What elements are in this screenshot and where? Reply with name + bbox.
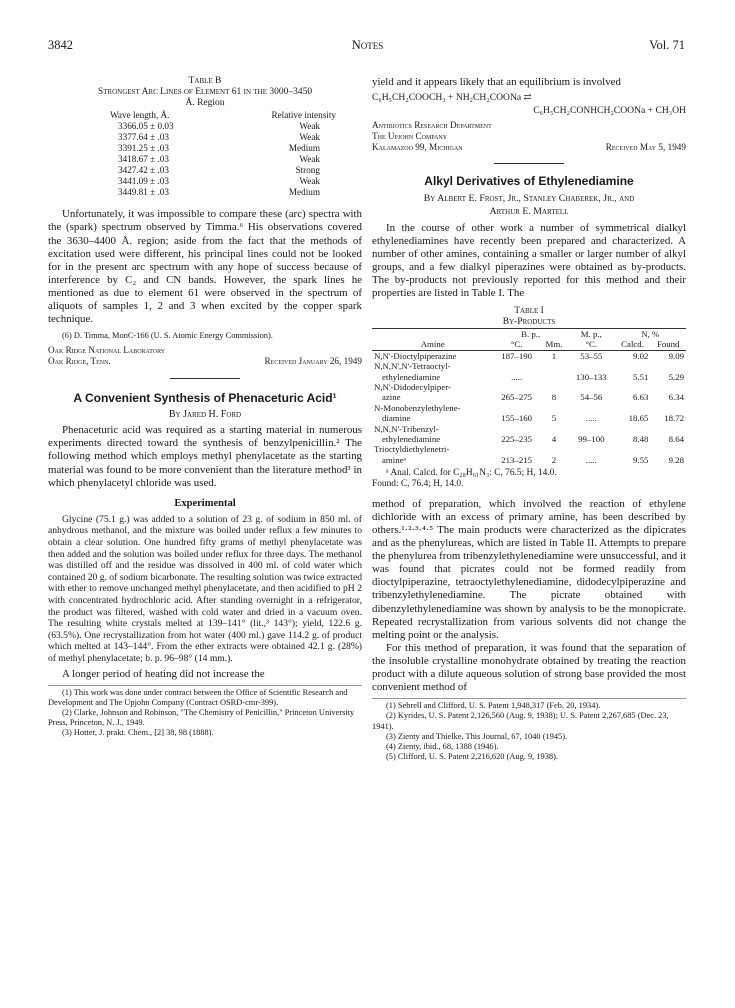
table-i-row-cont [372,413,686,423]
paragraph-separation: For this method of preparation, it was found that the separation of the insoluble crystalline monohydrate obtained by treating the reaction product with a dilute aqueous solution of strong base provided the most convenient method of [372,641,686,694]
intensity-cell: Weak [299,154,320,165]
table-i: B. p., M. p., N, % Amine °C. Mm. °C. Calcd. Found N,N'-Dioctylpiperazine 187–190 1 53–55 9.02 9.09 N,N,N',N'-Tetraoctyl- ethylenediamine ..... 130–133 5.51 5.29 N,N'-Didodecylpiper- azine 265–275 8 54–56 6.63 6.34 N-Monobenzylethylene- diamine 155–160 5 ..... 18.65 18.72 N,N,N'-Tribenzyl- ethylenediamine 225–235 4 99–100 8.48 8.64 Trioctyldiethylenetri- amineᵃ 213–215 2 ..... 9.55 9.28 [374,328,684,465]
table-i-row-cont [372,372,686,382]
intensity-cell: Weak [299,132,320,143]
footnote-2: (2) Kyrides, U. S. Patent 2,126,560 (Aug. 9, 1938); U. S. Patent 2,267,685 (Dec. 23, 1941). [372,711,669,731]
table-b [108,110,338,198]
table-i-row-cont [372,392,686,402]
calcd-cell: 5.51 [633,371,649,382]
article-author: By Jared H. Ford [168,409,242,421]
amine-cell-cont: ethylenediamine [382,433,441,444]
bp-cell: ..... [511,371,523,382]
mp-cell: 130–133 [575,371,607,382]
received-date: Received May 5, 1949 [605,141,686,152]
paragraph-intro: Phenaceturic acid was required as a starting material in numerous experiments directed toward the synthesis of benzylpenicillin.² The following method which employs methyl phenylacetate as the starting material was found to be more convenient than the literature method³ in which phenylacetyl chloride was used. [48,424,362,489]
calcd-cell: 9.55 [633,454,649,465]
wavelength-cell: 3377.64 ± .03 [118,132,169,143]
table-b-row [108,165,338,176]
mp-cell: 54–56 [580,392,603,403]
divider [170,378,240,379]
amine-cell: N,N'-Dioctylpiperazine [374,350,457,361]
amine-cell-cont: amineᵃ [382,454,406,465]
experimental-heading: Experimental [174,497,236,509]
table-i-row [372,444,686,454]
table-b-row [108,176,338,187]
table-i-amine: Amine [420,339,445,350]
amine-cell-cont: diamine [382,413,411,424]
footnote-2: (2) Clarke, Johnson and Robinson, "The Chemistry of Penicillin," Princeton University Press, Princeton, N. J., 1949. [48,708,355,728]
mp-cell: 99–100 [578,433,605,444]
article-title: A Convenient Synthesis of Phenaceturic Acid¹ [73,391,337,406]
calcd-cell: 9.02 [633,350,649,361]
table-i-row-cont [372,434,686,444]
article-authors-1: By Albert E. Frost, Jr., Stanley Chaberek, Jr., and [423,192,635,204]
found-cell: 18.72 [664,413,684,424]
calcd-cell: 18.65 [628,413,649,424]
table-i-row [372,382,686,392]
footnote-6: (6) D. Timma, MonC-166 (U. S. Atomic Energy Commission). [62,331,273,341]
left-column [48,76,362,739]
divider [494,163,564,164]
mm-cell: 2 [551,454,557,465]
paragraph-intro: In the course of other work a number of symmetrical dialkyl ethylenediamines have recently been prepared and characterized. A number of other amines, containing a smaller or larger number of alkyl groups, and a few dialkyl piperazines were obtained as by-products. The by-products not previously reported for this method and their properties are listed in Table I. The [372,221,686,300]
footnote-1: (1) This work was done under contract between the Office of Scientific Research and Development and The Upjohn Company (Contract OSRD-cmr-399). [48,687,348,707]
bp-cell: 225–235 [501,433,533,444]
page-number: 3842 [48,38,73,52]
table-b-row [108,187,338,198]
table-b-col2: Relative intensity [271,110,336,121]
amine-cell: Trioctyldiethylenetri- [374,444,450,455]
intensity-cell: Weak [299,176,320,187]
experimental-text: Glycine (75.1 g.) was added to a solution of 23 g. of sodium in 850 ml. of anhydrous methanol, and the mixture was boiled under reflux a few minutes to obtain a clear solution. One hundred fifty grams of methyl phenylacetate was then added and the solution was boiled under reflux for three days. The methanol was distilled off and the residue was dissolved in 400 ml. of cold water which contained 20 g. of sodium bicarbonate. The resulting solution was twice extracted with ether to remove unchanged methyl phenylacetate, and then acidified to pH 2 with concentrated hydrochloric acid. After standing overnight in a refrigerator, the product was filtered, washed with cold water and dried in a vacuum oven. The resulting white crystals melted at 139–141° (lit.,³ 143°); yield, 122.6 g. (63.5%). One recrystallization from hot water (400 ml.) gave 114.2 g. of product which melted at 143–144°. From the ether extracts were obtained 42.1 g. (28%) of methyl phenylacetate; b. p. 96–98° (14 mm.). [48,513,362,664]
footnote-3: (3) Hotter, J. prakt. Chem., [2] 38, 98 (1888). [62,728,214,738]
wavelength-cell: 3366.05 ± 0.03 [118,121,174,132]
wavelength-cell: 3418.67 ± .03 [118,154,169,165]
calcd-cell: 8.48 [633,433,649,444]
affiliation-line-3: Kalamazoo 99, Michigan [372,141,463,152]
amine-cell: N,N,N',N'-Tetraoctyl- [374,361,451,372]
intensity-cell: Strong [295,165,320,176]
mm-cell: 8 [551,392,557,403]
mp-cell: 53–55 [580,350,603,361]
intensity-cell: Medium [288,187,320,198]
right-column [372,76,686,762]
intensity-cell: Medium [288,143,320,154]
table-i-row-cont [372,455,686,465]
equation-line-1: C₆H₅CH₂COOCH₃ + NH₂CH₂COONa ⇄ [372,92,532,104]
table-b-row [108,143,338,154]
amine-cell-cont: ethylenediamine [382,371,441,382]
bp-cell: 213–215 [501,454,533,465]
mp-cell: ..... [585,454,597,465]
table-b-caption-2: Å. Region [185,97,225,108]
volume: Vol. 71 [649,38,685,52]
affiliation-line-1: Oak Ridge National Laboratory [48,345,166,356]
found-cell: 9.09 [668,350,684,361]
wavelength-cell: 3427.42 ± .03 [118,165,169,176]
footnote-4: (4) Zienty, ibid., 68, 1388 (1946). [386,742,499,752]
wavelength-cell: 3449.81 ± .03 [118,187,169,198]
paragraph-equilibrium: yield and it appears likely that an equilibrium is involved [372,76,621,88]
table-b-row [108,132,338,143]
paragraph-method: method of preparation, which involved the reaction of ethylene dichloride with an excess of primary amine, has been described by others.¹·²·³·⁴·⁵ The main products were characterized as the dipicrates and as the phenylureas, which are listed in Table II. Attempts to prepare the phenylurea from tribenzylethylenediamine were unsuccessful, and it was found that picrates could not be formed readily from dioctylpiperazine, tetraoctylethylenediamine, didodecylpiperazine and tribenzylethylenediamine. The picrate obtained with dibenzylethylenediamine was shown by analysis to be the monopicrate. Repeated recrystallization from various solvents did not change the melting point or the analysis. [372,497,686,641]
table-b-label: Table B [188,76,222,86]
table-i-footnote-2: Found: C, 76.4; H, 14.0. [372,479,464,489]
received-date: Received January 26, 1949 [264,356,362,367]
wavelength-cell: 3391.25 ± .03 [118,143,169,154]
table-i-row [372,424,686,434]
amine-cell: N,N'-Didodecylpiper- [374,381,451,392]
table-b-row [108,121,338,132]
table-i-row [372,350,686,361]
mm-cell: 4 [551,433,557,444]
amine-cell-cont: azine [382,392,401,403]
calcd-cell: 6.63 [633,392,649,403]
article-title: Alkyl Derivatives of Ethylenediamine [424,174,634,189]
found-cell: 6.34 [668,392,684,403]
table-i-caption: By-Products [502,317,556,328]
table-i-row [372,361,686,371]
footnote-1: (1) Sebrell and Clifford, U. S. Patent 1,948,317 (Feb. 20, 1934). [386,701,601,711]
found-cell: 9.28 [668,454,684,465]
footnote-5: (5) Clifford, U. S. Patent 2,216,620 (Aug. 9, 1938). [386,752,558,762]
mp-cell: ..... [585,413,597,424]
table-b-row [108,154,338,165]
wavelength-cell: 3441.09 ± .03 [118,176,169,187]
article-authors-2: Arthur E. Martell [489,205,569,217]
affiliation-line-1: Antibiotics Research Department [372,120,492,131]
mm-cell: 1 [551,350,557,361]
table-i-mp: M. p., [580,328,602,339]
found-cell: 8.64 [668,433,684,444]
mm-cell: 5 [551,413,557,424]
bp-cell: 265–275 [501,392,533,403]
found-cell: 5.29 [668,371,684,382]
affiliation-line-2: The Upjohn Company [372,130,448,141]
table-i-footnote: ᵃ Anal. Calcd. for C₂₈H₆₁N₃: C, 76.5; H, 14.0. [386,468,557,479]
amine-cell: N-Monobenzylethylene- [374,402,461,413]
amine-cell: N,N,N'-Tribenzyl- [374,423,439,434]
table-b-caption: Strongest Arc Lines of Element 61 in the 3000–3450 [97,86,313,97]
table-b-col1: Wave length, Å. [110,110,170,121]
mm-cell [540,372,568,382]
table-i-bp: B. p., [521,328,541,339]
equation-line-2: C₆H₅CH₂CONHCH₂COONa + CH₃OH [533,104,686,116]
bp-cell: 187–190 [501,350,533,361]
table-i-label: Table I [514,306,544,317]
intensity-cell: Weak [299,121,320,132]
footnote-3: (3) Zienty and Thielke, This Journal, 67, 1040 (1945). [386,731,568,741]
paragraph-timma: Unfortunately, it was impossible to compare these (arc) spectra with the (spark) spectrum observed by Timma.⁶ His observations covered the 3630–4400 Å. region; aside from the fact that the methods of excitation used were different, his principal lines could not be looked for in the present arc spectrum with any hope of success because of interference by C₂ and CN bands. However, the spark lines he mentioned as due to element 61 were observed in the spectrum of aliquots of samples 1, 2 and 3 when excited by the copper spark technique. [48,208,362,326]
bp-cell: 155–160 [501,413,533,424]
paragraph-heating: A longer period of heating did not increase the [62,667,265,680]
table-i-row [372,403,686,413]
table-i-n: N, % [641,328,660,339]
running-head: Notes [351,38,384,52]
affiliation-line-2: Oak Ridge, Tenn. [48,356,111,367]
